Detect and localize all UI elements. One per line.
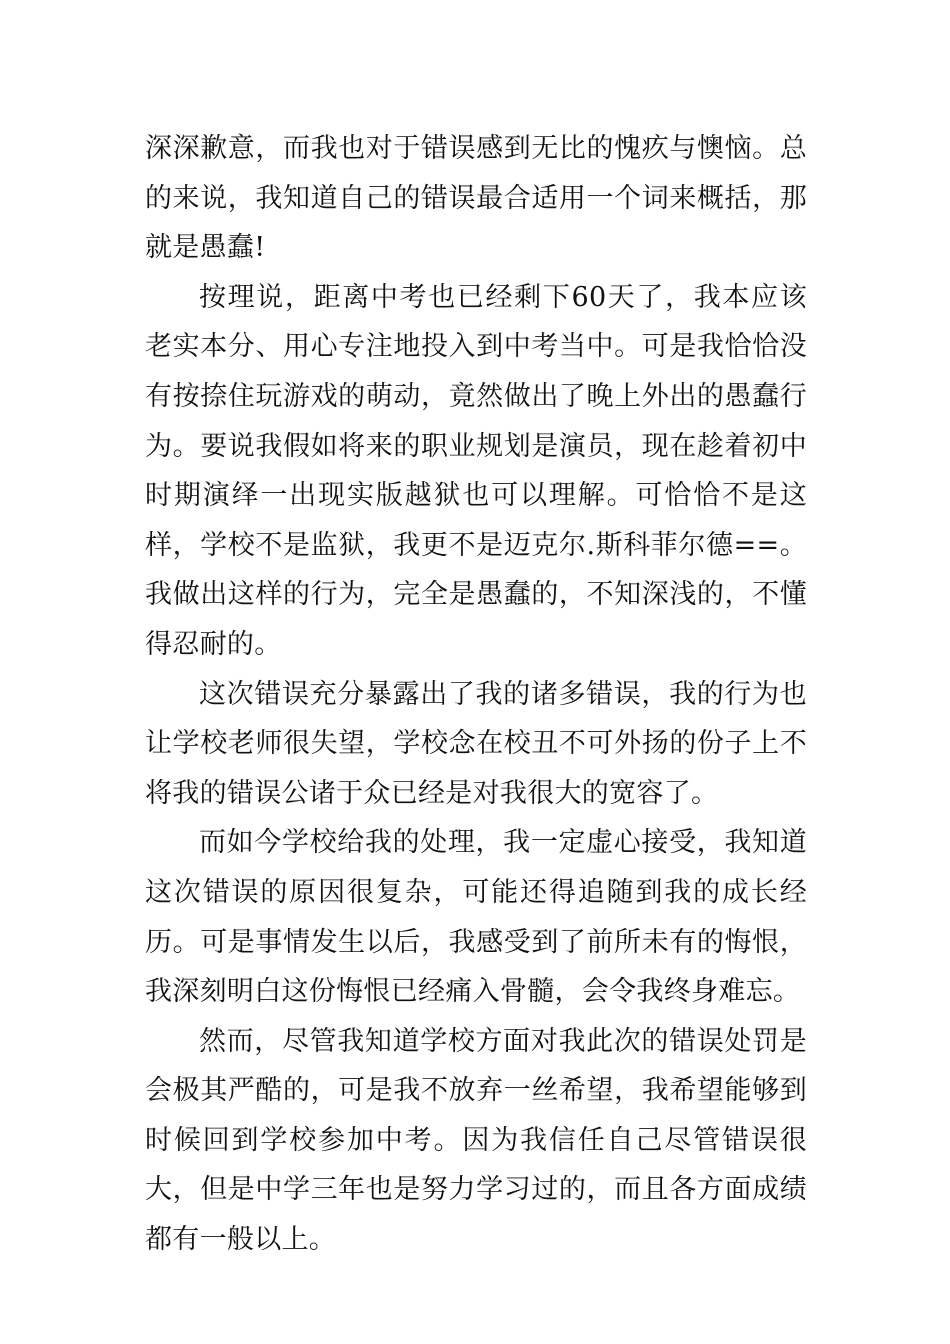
paragraph: 这次错误充分暴露出了我的诸多错误，我的行为也让学校老师很失望，学校念在校丑不可外扬的份子上不将我的错误公诸于众已经是对我很大的宽容了。 — [145, 678, 807, 809]
paragraph: 而如今学校给我的处理，我一定虚心接受，我知道这次错误的原因很复杂，可能还得追随到我的成长经历。可是事情发生以后，我感受到了前所未有的悔恨，我深刻明白这份悔恨已经痛入骨髓，会令我终身难忘。 — [145, 827, 807, 1008]
paragraph: 按理说，距离中考也已经剩下60天了，我本应该老实本分、用心专注地投入到中考当中。可是我恰恰没有按捺住玩游戏的萌动，竟然做出了晚上外出的愚蠢行为。要说我假如将来的职业规划是演员，现在趁着初中时期演绎一出现实版越狱也可以理解。可恰恰不是这样，学校不是监狱，我更不是迈克尔.斯科菲尔德==。我做出这样的行为，完全是愚蠢的，不知深浅的，不懂得忍耐的。 — [145, 281, 807, 660]
paragraph-continuation: 深深歉意，而我也对于错误感到无比的愧疚与懊恼。总的来说，我知道自己的错误最合适用一个词来概括，那就是愚蠢! — [145, 133, 807, 264]
body-text — [145, 124, 807, 1265]
paragraph: 然而，尽管我知道学校方面对我此次的错误处罚是会极其严酷的，可是我不放弃一丝希望，我希望能够到时候回到学校参加中考。因为我信任自己尽管错误很大，但是中学三年也是努力学习过的，而且各方面成绩都有一般以上。 — [145, 1025, 807, 1256]
